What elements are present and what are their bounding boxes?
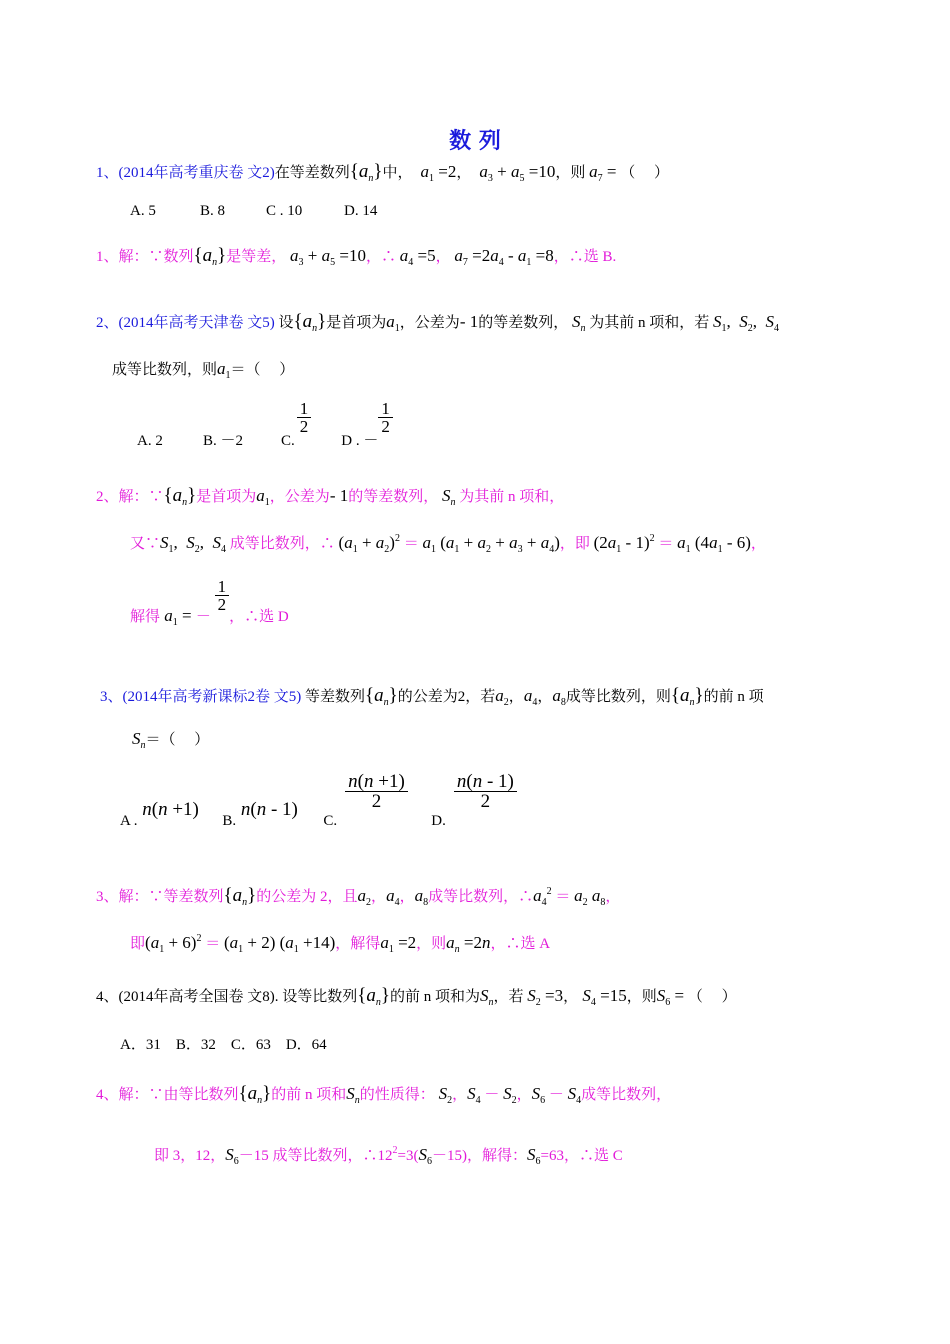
q4-text: ，若 [493, 989, 524, 1005]
q3-text: 的前 n 项 [703, 689, 764, 705]
q1-text: ， [456, 165, 472, 181]
q2-text: 为其前 n 项和，若 [589, 315, 710, 331]
q4-option-list: A．31 B．32 C．63 D．64 [120, 1037, 327, 1053]
s1-text: ， [435, 249, 451, 265]
q2-text: 成等比数列，则 [112, 362, 218, 378]
s3-text: ，则 [416, 936, 447, 952]
q3-number: 3、 [100, 689, 123, 705]
option-c: C . 10 [266, 203, 303, 219]
s4-text: 的性质得： [359, 1087, 435, 1103]
s2-text: ，∴选 D [229, 608, 289, 625]
s2-text: 是首项为 [196, 489, 257, 505]
q1-text: 中， [382, 165, 413, 181]
solution-4: 4、解：∵由等比数列$\{a_n\}$的前 n 项和$S_n$的性质得： $S_2$，$S_4 - S_2$，$S_6 - S_4$成等比数列， [96, 1083, 672, 1106]
s4-number: 4、 [96, 1087, 119, 1103]
q3-options: A . n(n +1) B. n(n - 1) C. $\frac{n(n +1)}{2}$ D. $\frac{n(n - 1)}{2}$ [120, 772, 517, 829]
option-a: A. 2 [137, 432, 163, 449]
s2-text: ，即 [559, 536, 590, 552]
question-2: 2、(2014年高考天津卷 文5) 设$\{a_n\}$是首项为$a_1$，公差为- 1的等差数列， $S_n$ 为其前 n 项和，若 $S_1$, $S_2$, $S_4$ [96, 311, 780, 334]
option-c: C. [323, 812, 338, 829]
q1-source: (2014年高考重庆卷 文2) [118, 165, 275, 181]
s1-text: 是等差， [226, 249, 287, 265]
q3-text: 等差数列 [305, 689, 366, 705]
s2-number: 2、 [96, 489, 119, 505]
s2-text: 解：∵ [118, 489, 164, 505]
q1-options [130, 204, 377, 219]
q3-line-2: $S_n=$（ ） [132, 729, 210, 751]
question-4: 4、(2014年高考全国卷 文8). 设等比数列$\{a_n\}$的前 n 项和为$S_n$，若 $S_2 =3$， $S_4 =15$，则$S_6$ = （ ） [96, 985, 737, 1008]
option-b: B. [222, 812, 237, 829]
q4-text: 的前 n 项和为 [390, 989, 481, 1005]
s1-text: ，∴ [365, 249, 396, 265]
s4-text: =3( [397, 1148, 419, 1164]
s4-text: 的前 n 项和 [271, 1087, 347, 1103]
s4-text: －15)，解得： [432, 1148, 527, 1164]
q2-source: (2014年高考天津卷 文5) [118, 315, 275, 331]
solution-1: 1、解：∵数列$\{a_n\}$是等差， $a_3 + a_5 =10$，∴ $a_4 =5$， $a_7 =2a_4 - a_1 =8$，∴选 B. [96, 245, 617, 268]
solution-2-line-3: 解得 $a_1$ = － $\frac{1}{2}$ ，∴选 D [130, 577, 289, 628]
option-b: B. 8 [200, 203, 226, 219]
solution-3-line-2: 即$(a_1 + 6)^2 = (a_1 + 2)$ $(a_1 +14)$，解得$a_1 =2$，则$a_n =2n$，∴选 A [130, 933, 551, 955]
option-a: A . [120, 812, 138, 829]
option-c: C. [281, 432, 295, 449]
solution-4-line-2: 即 3，12，$S_6-15$ 成等比数列，$\therefore 12^2=3(S_6-15)$，解得：$S_6=63$，∴选 C [154, 1145, 623, 1167]
q2-line-2: 成等比数列，则$a_1=$（ ） [112, 359, 295, 381]
q1-text: ，则 [555, 165, 586, 181]
option-a: A. 5 [130, 203, 156, 219]
q4-text: 4、(2014年高考全国卷 文8). 设等比数列 [96, 989, 358, 1005]
solution-2-line-2: 又$\because S_1$, $S_2$, $S_4$ 成等比数列，∴ $(a_1 + a_2)^2 = a_1$ $(a_1 + a_2 + a_3 + a_4)$，即 $(2a_1 - 1)^2 = a_1$ $(4a_1 - 6)$， [130, 533, 766, 555]
s1-text: ，∴选 B. [553, 249, 617, 265]
s3-number: 3、 [96, 889, 119, 905]
q1-text: 在等差数列 [274, 165, 350, 181]
answer-blank: （ ） [620, 165, 669, 181]
s2-text: 为其前 n 项和， [459, 489, 565, 505]
option-b: B. －2 [203, 432, 244, 449]
q2-text: 是首项为 [326, 315, 387, 331]
s3-text: 的公差为 2，且 [256, 889, 358, 905]
s3-text: ，∴选 A [490, 936, 551, 952]
q4-text: ，则 [626, 989, 657, 1005]
s3-text: 解：∵等差数列 [118, 889, 224, 905]
q3-source: (2014年高考新课标2卷 文5) [122, 689, 302, 705]
q2-options: A. 2 B. －2 C. $\frac{1}{2}$ D . － $\frac{1}{2}$ [137, 400, 393, 449]
page-title: 数 列 [449, 129, 501, 154]
q1-number: 1、 [96, 165, 119, 181]
s4-text: 即 3，12， [154, 1148, 226, 1164]
s2-text: ，公差为 [269, 489, 330, 505]
solution-3: 3、解：∵等差数列$\{a_n\}$的公差为 2，且$a_2$，$a_4$，$a_8$成等比数列，$\therefore a_4^2 = a_2$ $a_8$， [96, 885, 621, 908]
q2-text: 设 [278, 315, 294, 331]
q3-text: 成等比数列，则 [565, 689, 671, 705]
s3-text: 即 [130, 936, 146, 952]
s4-text: －15 成等比数列，∴12 [238, 1148, 393, 1164]
s1-text: 解：∵数列 [118, 249, 194, 265]
s1-number: 1、 [96, 249, 119, 265]
q2-text: 的等差数列， [478, 315, 569, 331]
answer-blank: ＝（ ） [230, 362, 295, 378]
answer-blank: （ ） [687, 989, 737, 1005]
q4-options [120, 1038, 327, 1053]
option-d: D. [431, 812, 446, 829]
s3-text: 成等比数列，∴ [428, 889, 534, 905]
s2-text: 成等比数列，∴ [229, 536, 335, 552]
s4-text: =63，∴选 C [540, 1148, 623, 1164]
s2-text: 的等差数列， [348, 489, 439, 505]
question-1: 1、(2014年高考重庆卷 文2)在等差数列$\{a_n\}$中， $a_1 =2$， $a_3 + a_5 =10$，则 $a_7$ = （ ） [96, 161, 669, 184]
s3-text: ，解得 [335, 936, 381, 952]
solution-2: 2、解：$\because\{a_n\}$是首项为$a_1$，公差为- 1的等差数列， $S_n$ 为其前 n 项和， [96, 485, 565, 508]
s4-text: 解：∵由等比数列 [118, 1087, 239, 1103]
q2-number: 2、 [96, 315, 119, 331]
option-d: D . － [341, 432, 379, 449]
answer-blank: ＝（ ） [145, 732, 210, 748]
s2-text: 又∵ [130, 536, 161, 552]
question-3: 3、(2014年高考新课标2卷 文5) 等差数列$\{a_n\}$的公差为2，若$a_2$，$a_4$，$a_8$成等比数列，则$\{a_n\}$的前 n 项 [100, 685, 764, 708]
s2-text: 解得 [130, 608, 161, 625]
q3-text: 的公差为2，若 [397, 689, 496, 705]
option-d: D. 14 [344, 203, 378, 219]
q2-text: ，公差为 [399, 315, 460, 331]
s4-text: 成等比数列， [581, 1087, 672, 1103]
